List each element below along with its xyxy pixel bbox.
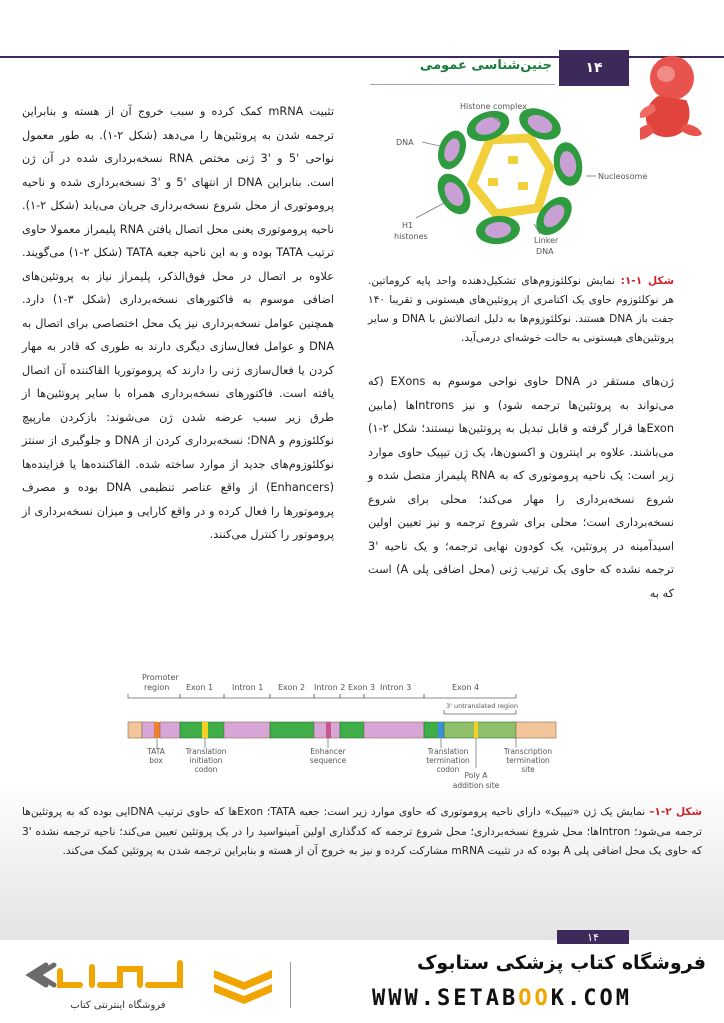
label-exon2: Exon 2 — [278, 683, 306, 692]
gene-bar — [128, 722, 556, 738]
label-site: site — [521, 765, 535, 774]
label-promoter-region: region — [144, 683, 170, 692]
label-histone-complex: Histone complex — [460, 102, 527, 111]
label-exon1: Exon 1 — [186, 683, 214, 692]
label-exon4: Exon 4 — [452, 683, 480, 692]
label-exon3: Exon 3 — [348, 683, 376, 692]
label-initiation: initiation — [189, 756, 223, 765]
label-dna: DNA — [396, 138, 414, 147]
label-translation-term: Translation — [427, 747, 469, 756]
footer-page-number: ۱۴ — [557, 930, 629, 946]
figure1-caption-label: شکل ۱-۱: — [620, 275, 674, 287]
book-title: جنین‌شناسی عمومی — [419, 58, 552, 73]
gene-figure — [128, 668, 568, 796]
label-intron1: Intron 1 — [232, 683, 264, 692]
shop-url-prefix: WWW.SETAB — [372, 986, 519, 1011]
setabook-logo-mark — [208, 962, 278, 1012]
label-utr: 3' untranslated region — [446, 702, 519, 710]
header-page-number: ۱۴ — [559, 50, 629, 86]
shop-url-o1: O — [518, 986, 535, 1011]
label-addition-site: addition site — [452, 781, 500, 790]
shop-url[interactable] — [372, 986, 632, 1011]
label-polya: Poly A — [464, 771, 488, 780]
label-h1: H1 — [402, 221, 414, 230]
header-underline — [370, 84, 555, 85]
label-enhancer: Enhancer — [310, 747, 346, 756]
label-enhancer-sequence: sequence — [309, 756, 347, 765]
figure2-caption-label: شکل ۲-۱– — [649, 806, 702, 818]
logo-subtitle: فروشگاه اینترنتی کتاب — [70, 1000, 166, 1011]
label-tata-box: box — [149, 756, 163, 765]
shop-url-suffix: K.COM — [550, 986, 632, 1011]
label-intron2: Intron 2 — [314, 683, 346, 692]
label-codon-term: codon — [436, 765, 460, 774]
label-tata: TATA — [147, 747, 165, 756]
label-tx-termination: termination — [506, 756, 550, 765]
figure2-caption — [22, 803, 702, 862]
label-translation-init: Translation — [185, 747, 227, 756]
figure1-caption — [368, 272, 674, 348]
setabook-logo-wordmark — [30, 955, 200, 999]
label-termination: termination — [426, 756, 470, 765]
nucleosome-figure — [390, 98, 648, 264]
label-transcription-term: Transcription — [503, 747, 553, 756]
footer-divider — [290, 962, 291, 1008]
figure2-caption-text: نمایش یک ژن «تیپیک» دارای ناحیه پروموتوری که حاوی موارد زیر است: جعبه TATA؛ Exonها که حاوی ترتیب DNAایی بوده که به پروتئین‌ها ترجمه می‌شود؛ Intronها؛ محل شروع نسخه‌برداری؛ محل شروع ترجمه که کدگذاری اولین آمینواسید را در یک پروتئین تعیین می‌کند؛ ناحیه ترجمه نشده '3 که حاوی یک محل اضافی پلی A بوده که در تثبیت mRNA مشارکت کرده و نیز به خروج آن از هسته و بنابراین ترجمه شدن به پروتئین کمک می‌کند. — [22, 806, 702, 857]
shop-name: فروشگاه کتاب پزشکی ستابوک — [416, 952, 706, 974]
right-column-text: ژن‌های مستقر در DNA حاوی نواحی موسوم به EXons (که می‌تواند به پروتئین‌ها ترجمه شود) و نیز Intronsها (مابین Exonها قرار گرفته و قابل تبدیل به پروتئین‌ها نیستند؛ شکل ۲-۱) می‌باشند. علاوه بر اینترون و اکسون‌ها، یک ژن تیپیک حاوی موارد زیر است: یک ناحیه پروموتوری که به RNA پلیمراز متصل شده و شروع نسخه‌برداری را مهار می‌کند؛ محلی برای شروع نسخه‌برداری است؛ محلی برای شروع ترجمه و نیز تعیین اولین اسیدآمینه در پروتئین، یک کودون نهایی ترجمه؛ و یک ناحیه '3 ترجمه نشده که حاوی یک ترتیب ژنی (محل اضافی پلی A) است که به — [368, 375, 674, 600]
label-codon-init: codon — [194, 765, 218, 774]
label-promoter: Promoter — [142, 673, 179, 682]
label-intron3: Intron 3 — [380, 683, 412, 692]
figure1-caption-text: نمایش نوکلئوزوم‌های تشکیل‌دهنده واحد پایه کروماتین. هر نوکلئوزوم حاوی یک اکتامری از پروتئین‌های هیستونی و تقریبا ۱۴۰ جفت باز DNA هستند. نوکلئوزوم‌ها به دلیل اتصالاتش با DNA و سایر پروتئین‌های هیستونی به حالت خوشه‌ای درمی‌آید. — [368, 275, 674, 344]
label-linker-dna: DNA — [536, 247, 554, 256]
label-nucleosome: Nucleosome — [598, 172, 648, 181]
label-linker: Linker — [534, 236, 559, 245]
left-column-text: تثبیت mRNA کمک کرده و سبب خروج آن از هسته و بنابراین ترجمه شدن به پروتئین‌ها را می‌دهد (شکل ۲-۱). به طور معمول نواحی '5 و '3 ژنی مختص RNA نسخه‌برداری شده در آن ژن است. بنابراین DNA از انتهای '5 و '3 نسخه‌برداری شده و ناحیه پروموتوری از محل شروع نسخه‌برداری جریان می‌یابد (شکل ۲-۱). ناحیه پروموتوری یعنی محل اتصال یافتن RNA پلیمراز معمولا حاوی ترتیب TATA بوده و به این ناحیه جعبه TATA (شکل ۲-۱) می‌گویند. علاوه بر اتصال در محل فوق‌الذکر، پلیمراز نیاز به پروتئین‌های اضافی موسوم به فاکتورهای نسخه‌برداری (شکل ۳-۱) دارد. همچنین عوامل نسخه‌برداری نیز یک محل اختصاصی برای اتصال به DNA و عوامل فعال‌سازی دیگری دارند به طوری که قادر به مهار کردن یا فعال‌سازی ژنی را دارند که پروموتوریا القاکننده آن اتصال یافته است. فاکتورهای نسخه‌برداری همراه با سایر پروتئین‌ها از طرق زیر سبب عرضه شدن ژن می‌شوند: بازکردن مارپیچ نوکلئوزوم و DNA؛ نسخه‌برداری کردن از DNA و جلوگیری از سنتز نوکلئوزوم‌های جدید از موارد ساخته شده. القاکننده‌ها یا فزاینده‌ها (Enhancers) از واقع عناصر تنظیمی DNA بوده و مصرف پروموتورها را فعال کرده و در واقع کارایی و میزان نسخه‌برداری از پروموتور را کنترل می‌کنند. — [22, 105, 335, 541]
label-histones: histones — [394, 232, 428, 241]
shop-url-o2: O — [534, 986, 551, 1011]
